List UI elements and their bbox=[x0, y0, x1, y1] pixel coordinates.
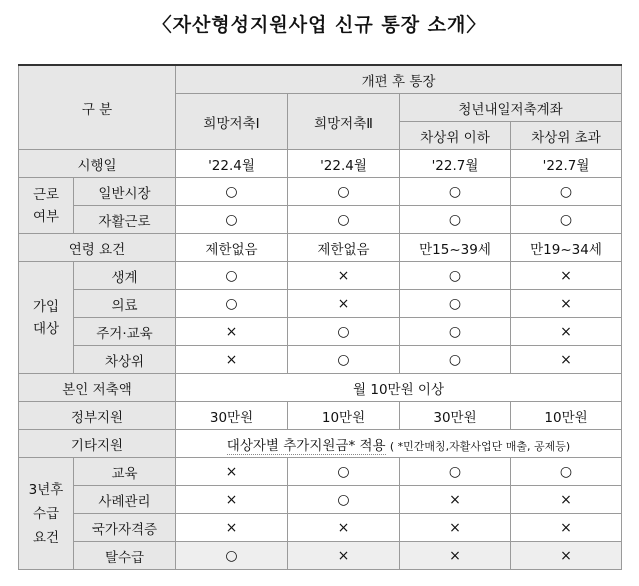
cell: × bbox=[511, 290, 622, 318]
cell: × bbox=[288, 290, 400, 318]
row-label: 기타지원 bbox=[19, 430, 176, 458]
table-row bbox=[19, 514, 622, 542]
group-label: 3년후 수급 요건 bbox=[19, 458, 74, 570]
page-title: 〈자산형성지원사업 신규 통장 소개〉 bbox=[152, 14, 487, 36]
group-label: 가입 대상 bbox=[19, 262, 74, 374]
cell: ○ bbox=[511, 178, 622, 206]
cell: 월 10만원 이상 bbox=[176, 374, 622, 402]
cell: ○ bbox=[176, 206, 288, 234]
cell: ○ bbox=[288, 206, 400, 234]
table-row bbox=[19, 234, 622, 262]
cell: × bbox=[288, 262, 400, 290]
cell: ○ bbox=[511, 458, 622, 486]
cell bbox=[176, 430, 622, 458]
header-youth: 청년내일저축계좌 bbox=[400, 94, 622, 122]
row-label: 본인 저축액 bbox=[19, 374, 176, 402]
cell: × bbox=[176, 458, 288, 486]
table-row bbox=[19, 150, 622, 178]
row-label: 교육 bbox=[74, 458, 176, 486]
cell: 만15~39세 bbox=[400, 234, 511, 262]
cell: ○ bbox=[511, 206, 622, 234]
cell: ○ bbox=[400, 318, 511, 346]
cell: × bbox=[400, 542, 511, 570]
cell: ○ bbox=[400, 290, 511, 318]
cell: ○ bbox=[400, 262, 511, 290]
cell: × bbox=[511, 514, 622, 542]
table-row bbox=[19, 290, 622, 318]
cell: × bbox=[511, 486, 622, 514]
cell: ○ bbox=[288, 486, 400, 514]
header-after-reform: 개편 후 통장 bbox=[176, 65, 622, 94]
table-row bbox=[19, 430, 622, 458]
header-above: 차상위 초과 bbox=[511, 122, 622, 150]
header-gubun: 구 분 bbox=[19, 65, 176, 150]
row-label: 의료 bbox=[74, 290, 176, 318]
cell: × bbox=[511, 542, 622, 570]
cell: × bbox=[400, 514, 511, 542]
row-label: 일반시장 bbox=[74, 178, 176, 206]
row-label: 탈수급 bbox=[74, 542, 176, 570]
cell: ○ bbox=[288, 318, 400, 346]
row-label: 주거·교육 bbox=[74, 318, 176, 346]
cell: 30만원 bbox=[400, 402, 511, 430]
cell: 제한없음 bbox=[288, 234, 400, 262]
table-row bbox=[19, 486, 622, 514]
cell: × bbox=[176, 318, 288, 346]
header-hope2: 희망저축Ⅱ bbox=[288, 94, 400, 150]
row-label: 정부지원 bbox=[19, 402, 176, 430]
cell: 만19~34세 bbox=[511, 234, 622, 262]
cell: × bbox=[288, 514, 400, 542]
table-row bbox=[19, 206, 622, 234]
cell: × bbox=[511, 346, 622, 374]
cell: ○ bbox=[400, 178, 511, 206]
cell: × bbox=[400, 486, 511, 514]
row-label: 사례관리 bbox=[74, 486, 176, 514]
row-label: 자활근로 bbox=[74, 206, 176, 234]
cell: ○ bbox=[176, 542, 288, 570]
cell: × bbox=[511, 318, 622, 346]
savings-account-table bbox=[18, 64, 622, 570]
header-below: 차상위 이하 bbox=[400, 122, 511, 150]
etc-note: ( *민간매칭,자활사업단 매출, 공제등) bbox=[389, 439, 571, 453]
cell: 10만원 bbox=[288, 402, 400, 430]
table-row bbox=[19, 178, 622, 206]
cell: ○ bbox=[288, 458, 400, 486]
cell: 제한없음 bbox=[176, 234, 288, 262]
cell: × bbox=[176, 514, 288, 542]
cell: '22.4월 bbox=[176, 150, 288, 178]
cell: 30만원 bbox=[176, 402, 288, 430]
table-row bbox=[19, 374, 622, 402]
cell: ○ bbox=[288, 346, 400, 374]
table-row bbox=[19, 318, 622, 346]
group-label: 근로 여부 bbox=[19, 178, 74, 234]
cell: × bbox=[511, 262, 622, 290]
cell: '22.7월 bbox=[511, 150, 622, 178]
cell: 10만원 bbox=[511, 402, 622, 430]
cell: ○ bbox=[400, 458, 511, 486]
cell: ○ bbox=[176, 178, 288, 206]
row-label: 생계 bbox=[74, 262, 176, 290]
cell: ○ bbox=[400, 206, 511, 234]
cell: ○ bbox=[400, 346, 511, 374]
cell: × bbox=[288, 542, 400, 570]
cell: '22.4월 bbox=[288, 150, 400, 178]
row-label: 연령 요건 bbox=[19, 234, 176, 262]
cell: '22.7월 bbox=[400, 150, 511, 178]
etc-main: 대상자별 추가지원금* 적용 bbox=[226, 437, 386, 454]
cell: ○ bbox=[176, 290, 288, 318]
cell: ○ bbox=[288, 178, 400, 206]
cell: × bbox=[176, 486, 288, 514]
table-row bbox=[19, 542, 622, 570]
table-row bbox=[19, 402, 622, 430]
table-row bbox=[19, 346, 622, 374]
row-label: 시행일 bbox=[19, 150, 176, 178]
header-hope1: 희망저축Ⅰ bbox=[176, 94, 288, 150]
table-row bbox=[19, 262, 622, 290]
cell: × bbox=[176, 346, 288, 374]
table-row bbox=[19, 458, 622, 486]
row-label: 국가자격증 bbox=[74, 514, 176, 542]
row-label: 차상위 bbox=[74, 346, 176, 374]
cell: ○ bbox=[176, 262, 288, 290]
